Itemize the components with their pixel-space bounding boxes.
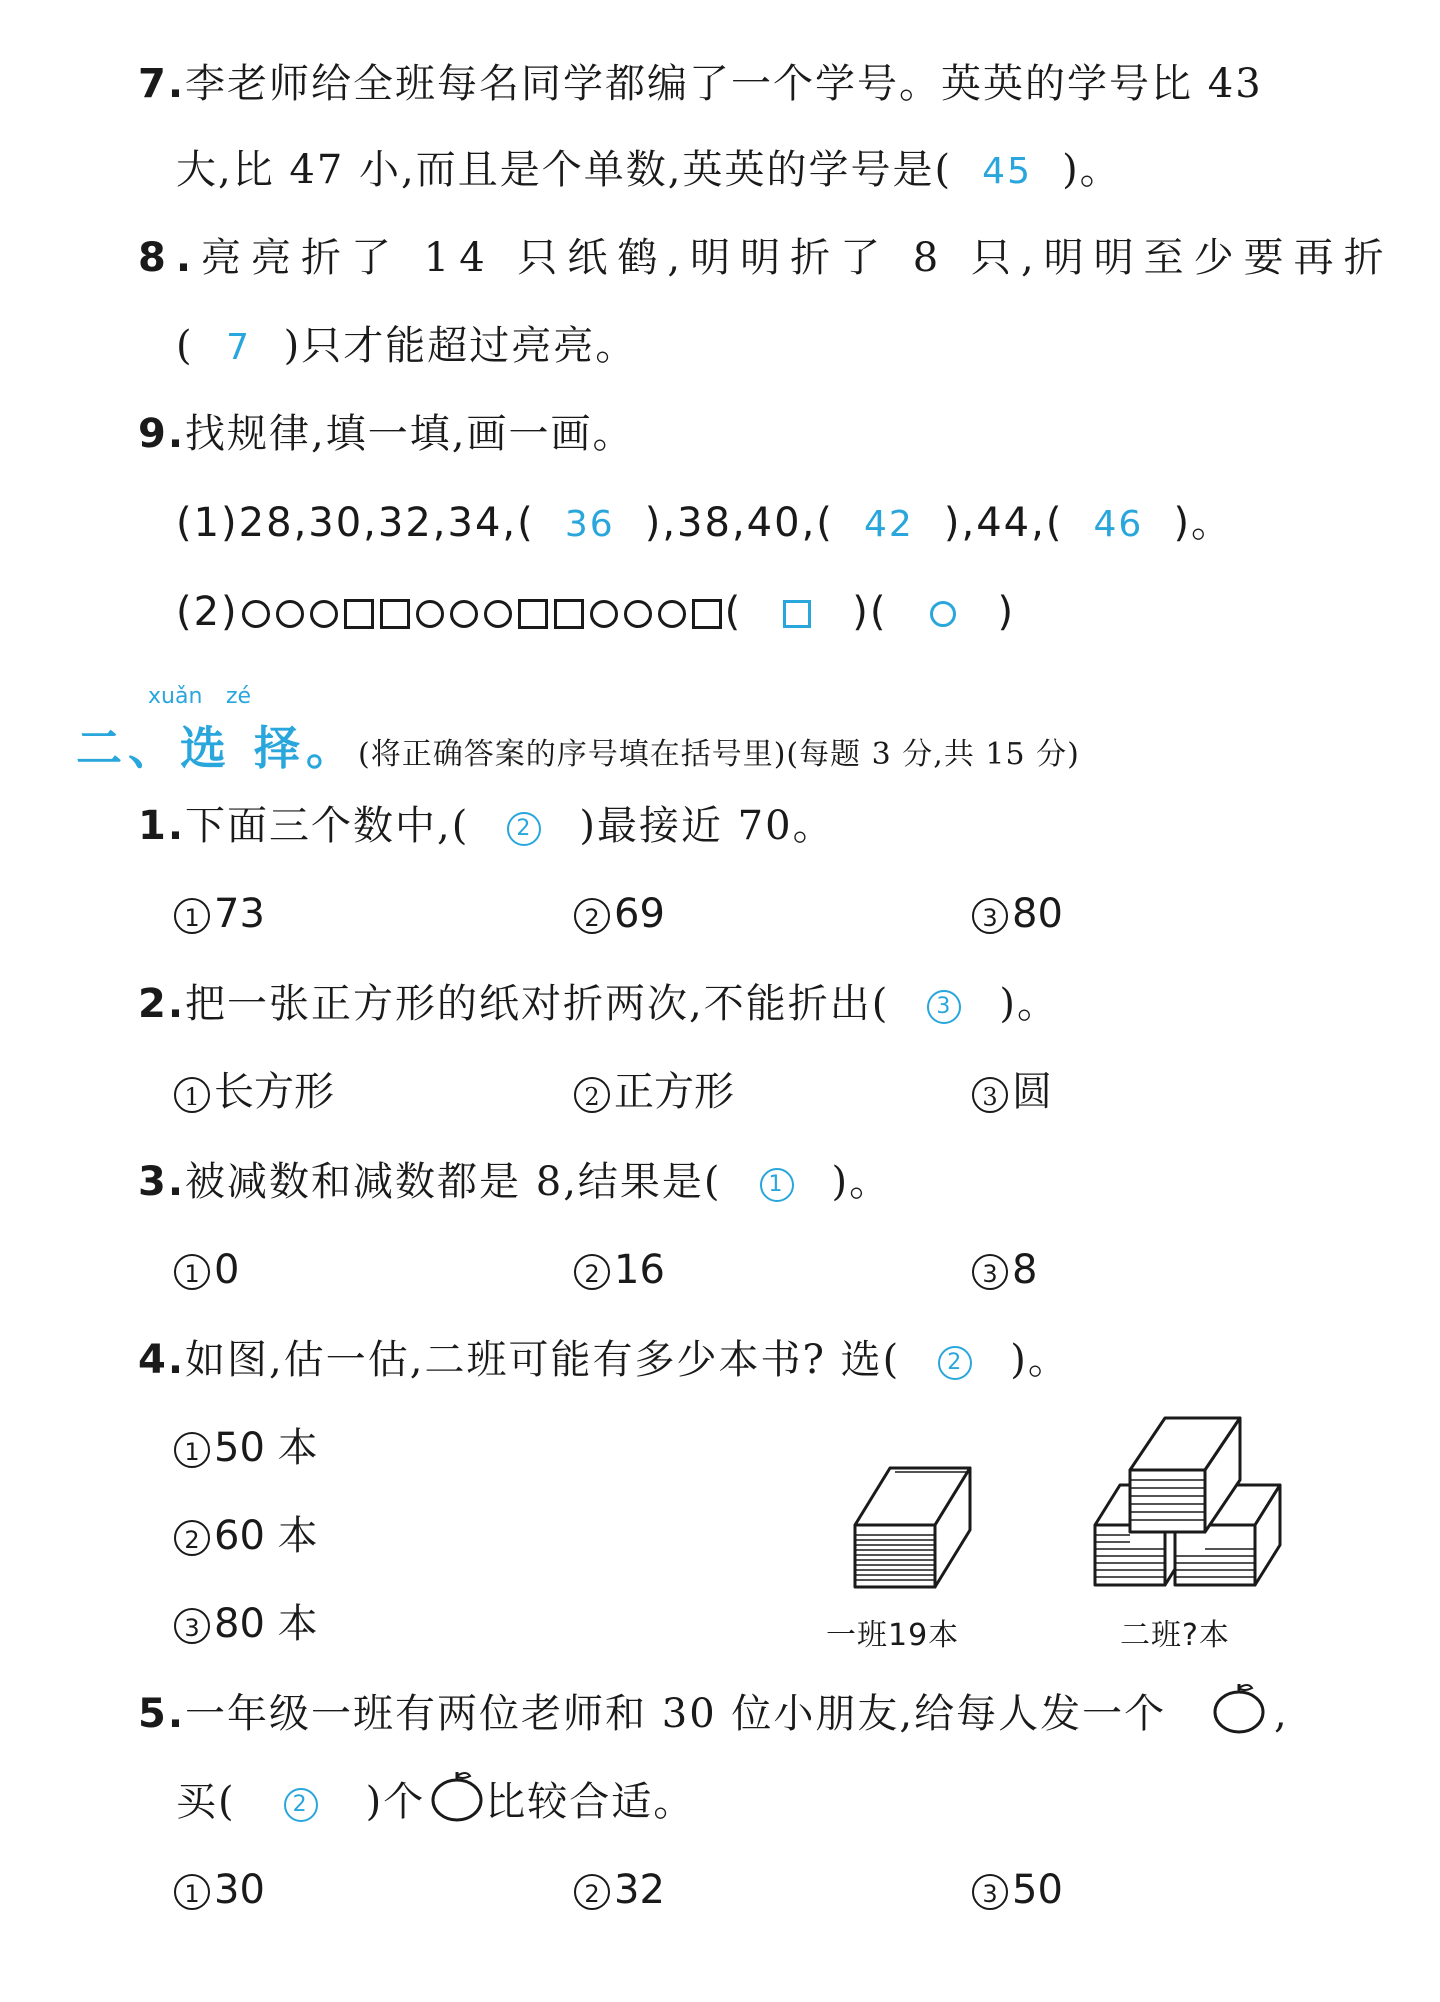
apple-icon [1210, 1680, 1268, 1736]
square-shape-icon [554, 599, 584, 629]
section-heading: 二、选 择。 [76, 721, 359, 775]
c5-option-2[interactable]: 2 32 [574, 1870, 665, 1910]
q7-text-3: )。 [1062, 147, 1122, 193]
circle-shape-icon [310, 600, 338, 628]
q9-part2: (2) ( )( ) [176, 589, 1016, 635]
c5-text-3: )个 [365, 1779, 426, 1825]
q7-answer[interactable]: 45 [982, 151, 1032, 192]
pinyin-xuan: xuǎn [148, 684, 203, 709]
circle-answer-icon [930, 601, 956, 627]
square-answer-icon [783, 600, 811, 628]
circle-shape-icon [624, 600, 652, 628]
circle-shape-icon [416, 600, 444, 628]
c3-option-2[interactable]: 2 16 [574, 1250, 665, 1290]
c4-option-3[interactable]: 3 80 本 [174, 1604, 318, 1644]
square-shape-icon [344, 599, 374, 629]
q9-line1 [138, 411, 635, 457]
q9-part2-label: (2) [176, 589, 239, 635]
square-shape-icon [518, 599, 548, 629]
c1-number: 1. [138, 803, 186, 849]
c4-option-1[interactable]: 1 50 本 [174, 1428, 318, 1468]
circle-shape-icon [242, 600, 270, 628]
section-title [76, 712, 1080, 778]
pinyin-ze: zé [226, 684, 252, 709]
shape-pattern [239, 589, 725, 635]
q8-answer[interactable]: 7 [226, 327, 252, 368]
c5-line1 [138, 1691, 1167, 1737]
c3-question [138, 1159, 892, 1205]
class2-caption: 二班?本 [1120, 1618, 1230, 1653]
square-shape-icon [380, 599, 410, 629]
section-note: (将正确答案的序号填在括号里)(每题 3 分,共 15 分) [358, 737, 1080, 772]
circle-shape-icon [276, 600, 304, 628]
square-shape-icon [692, 599, 722, 629]
c4-number: 4. [138, 1337, 186, 1383]
c5-option-1[interactable]: 1 30 [174, 1870, 265, 1910]
c4-answer[interactable]: 2 [900, 1344, 1010, 1380]
q8-text: 亮亮折了 14 只纸鹤,明明折了 8 只,明明至少要再折 [201, 235, 1394, 281]
q9-answer-2[interactable]: 42 [863, 504, 914, 545]
c2-option-1[interactable]: 1 长方形 [174, 1072, 334, 1113]
c2-option-3[interactable]: 3 圆 [972, 1072, 1052, 1113]
c5-option-3[interactable]: 3 50 [972, 1870, 1063, 1910]
c5-text: 一年级一班有两位老师和 30 位小朋友,给每人发一个 [185, 1691, 1167, 1737]
c2-answer[interactable]: 3 [889, 988, 999, 1024]
c3-text: 被减数和减数都是 8,结果是( [185, 1159, 722, 1205]
c4-text: 如图,估一估,二班可能有多少本书? 选( [185, 1337, 901, 1383]
q7-line1 [138, 61, 1263, 107]
c1-text-2: )最接近 70。 [579, 803, 835, 849]
c5-answer[interactable]: 2 [236, 1786, 366, 1822]
c1-option-1[interactable]: 1 73 [174, 894, 265, 934]
c3-option-3[interactable]: 3 8 [972, 1250, 1037, 1290]
c3-number: 3. [138, 1159, 186, 1205]
q9-number: 9. [138, 411, 186, 457]
c3-option-1[interactable]: 1 0 [174, 1250, 239, 1290]
c4-option-2[interactable]: 2 60 本 [174, 1516, 318, 1556]
q9-text: 找规律,填一填,画一画。 [185, 411, 635, 457]
q9-part1 [176, 500, 1234, 546]
q9-answer-3[interactable]: 46 [1093, 504, 1144, 545]
c3-answer[interactable]: 1 [722, 1166, 832, 1202]
c1-option-3[interactable]: 3 80 [972, 894, 1063, 934]
class1-caption: 一班19本 [826, 1618, 960, 1653]
q9-answer-1[interactable]: 36 [564, 504, 615, 545]
q7-text-2: 大,比 47 小,而且是个单数,英英的学号是( [176, 147, 953, 193]
c1-text: 下面三个数中,( [185, 803, 470, 849]
c4-question [138, 1337, 1070, 1383]
q9-shape-answer-1[interactable] [742, 592, 852, 632]
q8-line1 [138, 235, 1394, 281]
c2-question [138, 981, 1059, 1027]
class1-book-stack-image [850, 1460, 980, 1590]
q7-number: 7. [138, 61, 186, 107]
class2-book-stack-image [1090, 1410, 1290, 1590]
circle-shape-icon [484, 600, 512, 628]
c5-text-2: 买( [176, 1779, 236, 1825]
circle-shape-icon [450, 600, 478, 628]
q7-line2 [176, 147, 1122, 193]
q9-part1-seq: 28,30,32,34,( [238, 500, 535, 546]
c5-line1-end: , [1274, 1691, 1289, 1737]
q9-part1-mid1: ),38,40,( [644, 500, 834, 546]
c5-text-4: 比较合适。 [485, 1779, 696, 1825]
q7-text: 李老师给全班每名同学都编了一个学号。英英的学号比 43 [185, 61, 1263, 107]
c2-number: 2. [138, 981, 186, 1027]
c2-text: 把一张正方形的纸对折两次,不能折出( [185, 981, 890, 1027]
q8-line2 [176, 323, 638, 369]
q8-text-3: )只才能超过亮亮。 [283, 323, 638, 369]
q9-shape-answer-2[interactable] [888, 592, 998, 632]
c5-number: 5. [138, 1691, 186, 1737]
circle-shape-icon [590, 600, 618, 628]
q9-part1-label: (1) [176, 500, 239, 546]
q8-number: 8. [138, 235, 202, 281]
apple-icon-inline [428, 1768, 486, 1824]
c3-text-2: )。 [831, 1159, 892, 1205]
circle-shape-icon [658, 600, 686, 628]
c4-text-2: )。 [1010, 1337, 1070, 1383]
q9-part1-mid2: ),44,( [943, 500, 1064, 546]
q9-part1-end: )。 [1173, 500, 1234, 546]
c1-option-2[interactable]: 2 69 [574, 894, 665, 934]
q8-text-2: ( [176, 323, 194, 369]
c2-option-2[interactable]: 2 正方形 [574, 1072, 734, 1113]
c1-answer[interactable]: 2 [469, 810, 579, 846]
c2-text-2: )。 [999, 981, 1059, 1027]
c1-question [138, 803, 835, 849]
